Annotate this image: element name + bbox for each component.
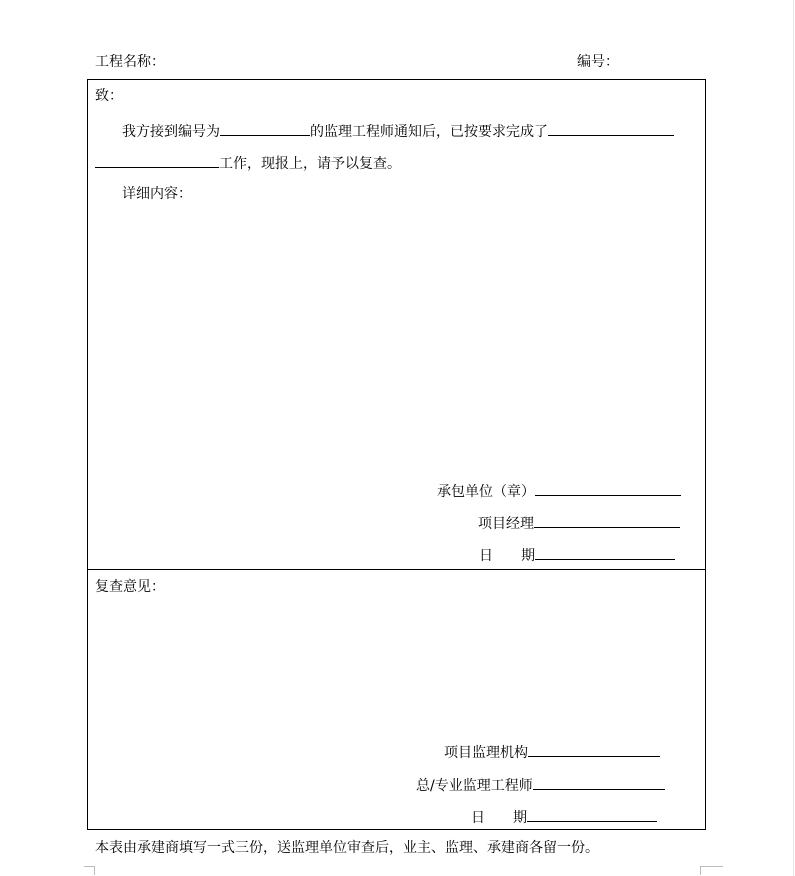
footer-note: 本表由承建商填写一式三份，送监理单位审查后，业主、监理、承建商各留一份。 [95,840,599,856]
manager-blank[interactable] [534,513,680,528]
completed-work-blank[interactable] [548,121,674,136]
notice-line-1-text-b: 的监理工程师通知后，已按要求完成了 [310,124,548,140]
engineer-blank[interactable] [533,775,665,790]
project-name-label: 工程名称： [95,54,165,70]
completed-work-blank-cont[interactable] [95,153,219,168]
org-blank[interactable] [528,742,660,757]
date-blank-2[interactable] [527,807,657,822]
corner-mark-left [84,866,95,875]
section-divider [87,569,706,570]
manager-label: 项目经理 [478,516,534,532]
contractor-blank[interactable] [535,481,681,496]
date-label-2: 日 期 [471,810,527,826]
details-label: 详细内容： [122,186,192,202]
notice-line-2 [95,153,401,172]
date-row-1 [479,545,675,564]
date-row-2 [471,807,657,826]
contractor-row [437,481,681,500]
notice-line-1-text-a: 我方接到编号为 [122,124,220,140]
notice-line-2-text: 工作，现报上，请予以复查。 [219,156,401,172]
org-label: 项目监理机构 [444,745,528,761]
date-blank-1[interactable] [535,545,675,560]
manager-row [478,513,680,532]
contractor-label: 承包单位（章） [437,484,535,500]
engineer-label: 总/专业监理工程师 [416,778,533,794]
page-edge [793,0,794,876]
number-label: 编号： [577,54,619,70]
engineer-row [416,775,665,794]
to-label: 致： [95,88,123,104]
org-row [444,742,660,761]
review-label: 复查意见： [95,579,165,595]
notice-line-1 [122,121,674,140]
corner-mark-right [700,866,723,875]
notice-number-blank[interactable] [220,121,310,136]
date-label-1: 日 期 [479,548,535,564]
